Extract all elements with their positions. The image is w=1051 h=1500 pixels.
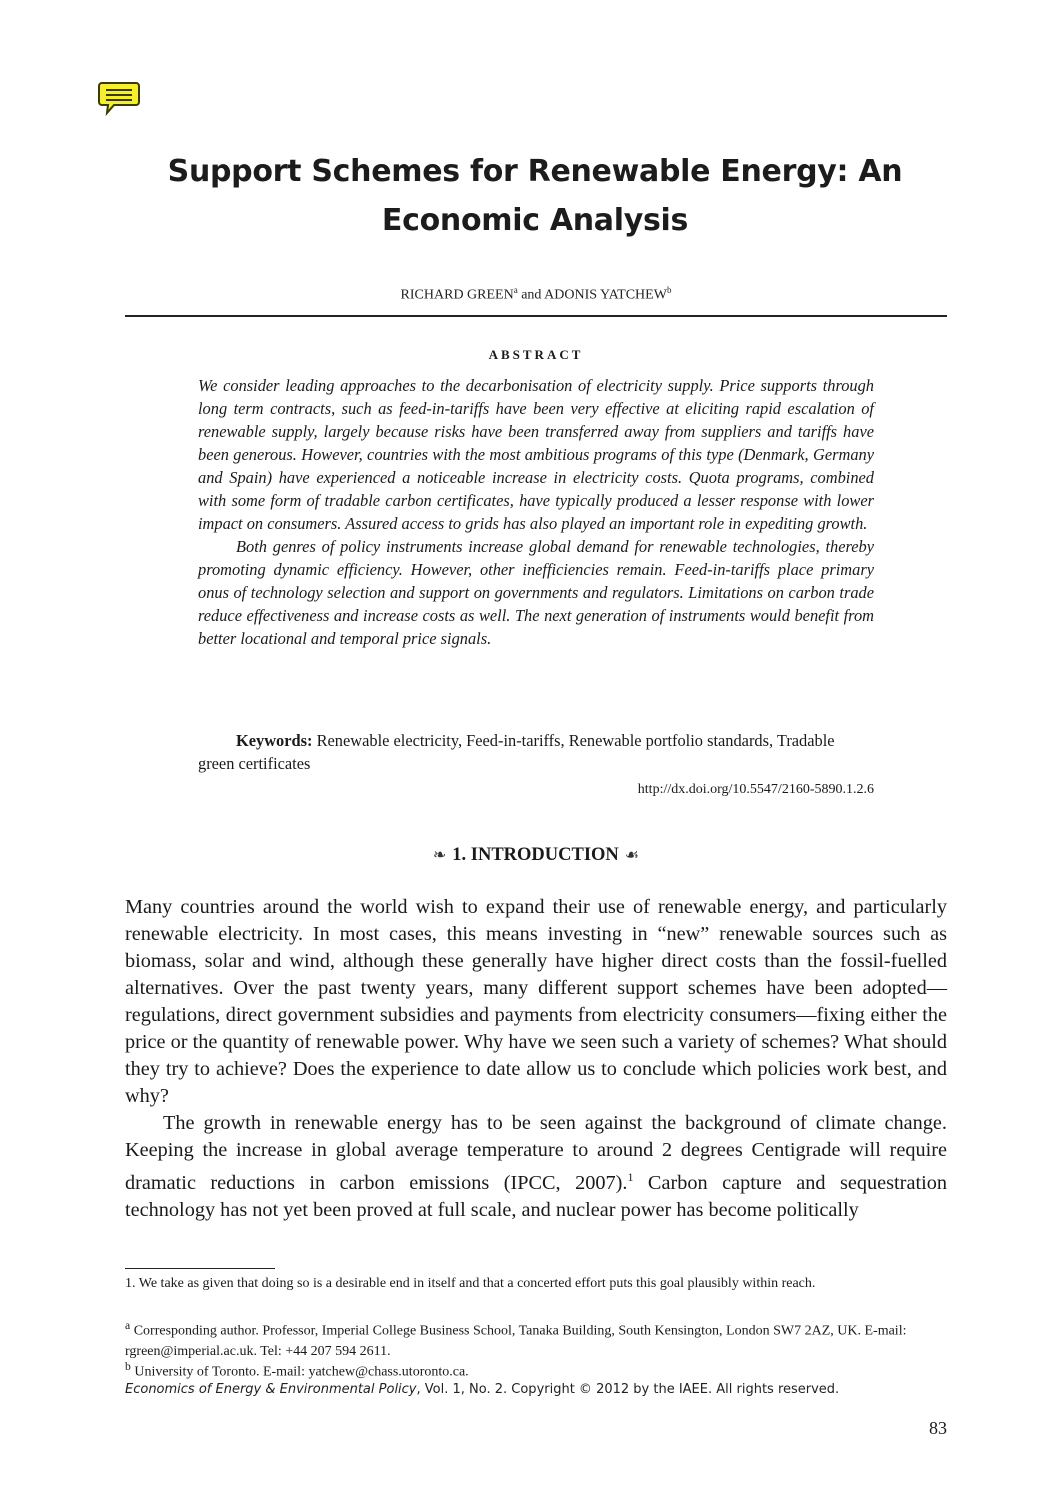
author-conjunction: and — [517, 287, 545, 303]
paper-title: Support Schemes for Renewable Energy: An Economic Analysis — [167, 154, 903, 238]
body-text-segment: The growth in renewable energy has to be seen against the background of climate change. Keeping the increase in global average temperature to around 2 degrees Centigrade will require dramatic reductions in carbon emissions (IPCC, 2007). — [125, 1112, 947, 1194]
abstract-paragraph: We consider leading approaches to the decarbonisation of electricity supply. Price supports through long term contracts, such as feed-in-tariffs have been very effective at eliciting rapid escalation of renewable supply, largely because risks have been transferred away from suppliers and tariffs have been generous. However, countries with the most ambitious programs of this type (Denmark, Germany and Spain) have experienced a noticeable increase in electricity costs. Quota programs, combined with some form of tradable carbon certificates, have typically produced a lesser response with lower impact on consumers. Assured access to grids has also played an important role in expediting growth. — [198, 376, 874, 533]
footnote-reference[interactable]: 1 — [627, 1170, 634, 1184]
footnote-text: Corresponding author. Professor, Imperial College Business School, Tanaka Building, South Kensington, London SW7 2AZ, UK. E-mail: rgreen@imperial.ac.uk. Tel: +44 207 594 2611. — [125, 1323, 907, 1360]
body-text-segment: Carbon capture and sequestration technology has not yet been proved at full scale, and nuclear power has become politically — [125, 1171, 947, 1221]
abstract-paragraph: Both genres of policy instruments increase global demand for renewable technologies, thereby promoting dynamic efficiency. However, other inefficiencies remain. Feed-in-tariffs place primary onus of technology selection and support on governments and regulators. Limitations on carbon trade reduce effectiveness and increase costs as well. The next generation of instruments would benefit from better locational and temporal price signals. — [198, 537, 874, 648]
section-heading — [125, 845, 947, 866]
doi-link[interactable]: http://dx.doi.org/10.5547/2160-5890.1.2.6 — [637, 782, 874, 797]
footnote-1: 1. We take as given that doing so is a desirable end in itself and that a concerted effort puts this goal plausibly within reach. — [125, 1276, 816, 1291]
body-text — [125, 894, 947, 1224]
footnote-mark: b — [125, 1360, 131, 1373]
footnote-b — [125, 1357, 947, 1383]
journal-citation — [125, 1382, 947, 1397]
page-number: 83 — [929, 1418, 947, 1438]
footnote-a — [125, 1316, 947, 1363]
title-divider — [125, 315, 947, 317]
fleuron-right-icon: ☙ — [624, 847, 640, 864]
author-name: ADONIS YATCHEW — [544, 287, 667, 303]
fleuron-left-icon: ❧ — [432, 847, 447, 864]
abstract-heading: ABSTRACT — [488, 347, 584, 362]
body-paragraph — [125, 1110, 947, 1224]
keywords-text: Renewable electricity, Feed-in-tariffs, Renewable portfolio standards, Tradable green certificates — [198, 731, 835, 773]
footnote-text: University of Toronto. E-mail: yatchew@chass.utoronto.ca. — [130, 1364, 469, 1380]
body-paragraph: Many countries around the world wish to expand their use of renewable energy, and particularly renewable electricity. In most cases, this means investing in “new” renewable sources such as biomass, solar and wind, although these generally have higher direct costs than the fossil-fuelled alternatives. Over the past twenty years, many different support schemes have been adopted—regulations, direct government subsidies and payments from electricity consumers—fixing either the price or the quantity of renewable power. Why have we seen such a variety of schemes? What should they try to achieve? Does the experience to date allow us to conclude which policies work best, and why? — [125, 896, 947, 1107]
author-line — [125, 285, 947, 304]
journal-name: Economics of Energy & Environmental Policy — [125, 1382, 417, 1397]
section-title: 1. INTRODUCTION — [452, 845, 619, 865]
keywords-label: Keywords: — [236, 731, 313, 750]
footnote-mark: a — [125, 1319, 131, 1332]
author-name: RICHARD GREEN — [400, 287, 514, 303]
comment-note-icon[interactable] — [98, 80, 140, 116]
abstract-body — [198, 374, 874, 650]
keywords — [198, 729, 874, 775]
author-affiliation-mark: a — [513, 285, 518, 295]
footnote-divider — [125, 1268, 275, 1269]
author-affiliation-mark: b — [666, 285, 672, 295]
journal-details: , Vol. 1, No. 2. Copyright © 2012 by the IAEE. All rights reserved. — [416, 1382, 840, 1397]
